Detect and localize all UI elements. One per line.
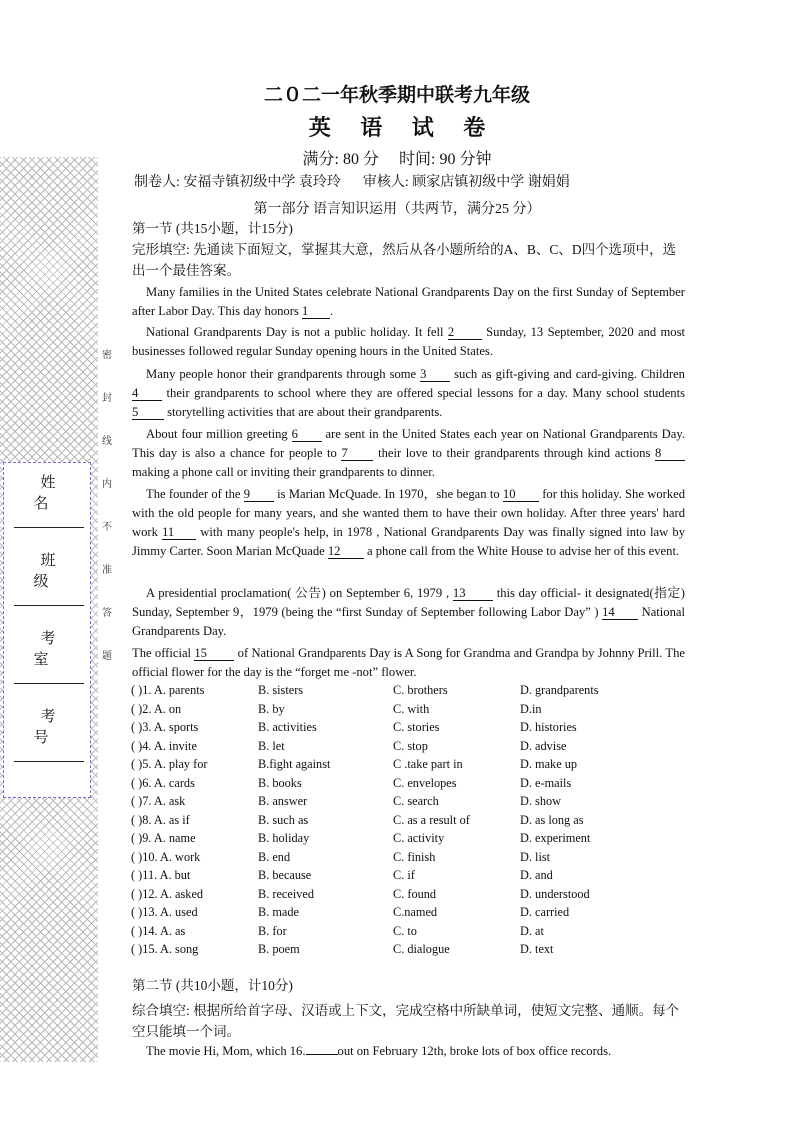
seal-char: 封 (102, 393, 112, 404)
option-d: D. experiment (520, 831, 591, 845)
option-c: C. if (393, 868, 415, 882)
option-b: B. by (258, 701, 285, 716)
reviewer: 审核人: 顾家店镇初级中学 谢娟娟 (362, 175, 570, 190)
option-d: D. advise (520, 738, 567, 753)
blank-13[interactable]: 13 (453, 586, 493, 601)
option-b: B. poem (258, 942, 300, 956)
option-d: D. at (520, 923, 544, 938)
option-c: C. stories (393, 720, 440, 734)
option-b: B. end (258, 849, 291, 864)
room-label: 考 室 (33, 631, 70, 668)
seal-char: 线 (102, 436, 112, 447)
option-d: D. as long as (520, 812, 584, 827)
passage-paragraph: Many families in the United States celebrate National Grandparents Day on the first Sunday of September after Labor Day. This day honors 1 . (132, 285, 685, 318)
option-d: D. understood (520, 886, 590, 901)
seal-char: 不 (102, 522, 112, 533)
blank-11[interactable]: 11 (162, 525, 196, 540)
option-d: D. histories (520, 720, 577, 734)
option-b: B. books (258, 775, 302, 790)
option-a[interactable]: ( )6. A. cards (131, 775, 195, 790)
exam-title: 二０二一年秋季期中联考九年级 (263, 85, 530, 106)
option-a[interactable]: ( )15. A. song (131, 942, 199, 956)
blank-10[interactable]: 10 (503, 487, 539, 502)
option-b: B. for (258, 923, 287, 938)
option-d: D. make up (520, 757, 578, 771)
seal-char: 准 (102, 565, 112, 576)
option-d: D. show (520, 794, 561, 808)
blank-6[interactable]: 6 (292, 427, 322, 442)
seal-char: 密 (102, 350, 112, 361)
option-c: C. activity (393, 831, 445, 845)
option-c: C. found (393, 886, 437, 901)
seal-char: 题 (102, 651, 112, 662)
blank-7[interactable]: 7 (341, 446, 373, 461)
option-c: C. brothers (393, 683, 448, 697)
option-c: C. search (393, 794, 439, 808)
option-b: B. answer (258, 794, 308, 808)
section1-instruction: 完形填空: 先通读下面短文，掌握其大意，然后从各小题所给的A、B、C、D四个选项中，选出一个最佳答案。 (132, 242, 677, 278)
name-line (14, 527, 84, 528)
option-d: D. text (520, 942, 554, 956)
seal-char: 答 (102, 608, 112, 619)
option-b: B. activities (258, 720, 317, 734)
part-one-heading: 第一部分 语言知识运用（共两节，满分25 分） (253, 202, 541, 217)
section2-line: The movie Hi, Mom, which 16. out on February 12th, broke lots of box office records. (146, 1044, 612, 1058)
option-a[interactable]: ( )1. A. parents (131, 683, 205, 697)
option-b: B. such as (258, 812, 309, 827)
blank-12[interactable]: 12 (328, 544, 364, 559)
option-d: D. grandparents (520, 683, 599, 697)
passage-paragraph: A presidential proclamation( 公告) on September 6, 1979 , 13 this day official- it designated(指定) Sunday, September 9，1979 (being the “first Sunday of September following Labor Day” ) 14 National Grandparents Day. (132, 586, 685, 638)
option-b: B. made (258, 905, 299, 919)
option-b: B. sisters (258, 683, 304, 697)
option-d: D. list (520, 849, 551, 864)
option-a[interactable]: ( )7. A. ask (131, 794, 186, 808)
option-c: C. dialogue (393, 942, 450, 956)
option-a[interactable]: ( )8. A. as if (131, 812, 190, 827)
option-a[interactable]: ( )11. A. but (131, 868, 191, 882)
option-a[interactable]: ( )13. A. used (131, 905, 198, 919)
option-b: B. received (258, 886, 314, 901)
option-c: C. finish (393, 849, 436, 864)
blank-9[interactable]: 9 (244, 487, 274, 502)
option-c: C. with (393, 701, 430, 716)
passage-paragraph: National Grandparents Day is not a public holiday. It fell 2 Sunday, 13 September, 2020 and most businesses followed regular Sunday opening hours in the United States. (132, 325, 685, 358)
option-a[interactable]: ( )10. A. work (131, 849, 201, 864)
option-c: C. to (393, 923, 417, 938)
score-time (0, 146, 794, 169)
passage-paragraph: The official 15 of National Grandparents Day is A Song for Grandma and Grandpa by Johnny Prill. The official flower for the day is the “forget me -not” flower. (132, 646, 685, 679)
option-d: D. and (520, 868, 553, 882)
option-a[interactable]: ( )2. A. on (131, 701, 182, 716)
setter: 制卷人: 安福寺镇初级中学 袁玲玲 (134, 175, 341, 190)
author-line (134, 171, 570, 191)
option-c: C. stop (393, 738, 428, 753)
exam-number-label: 考 号 (33, 709, 70, 746)
option-c: C .take part in (393, 757, 463, 771)
time-limit: 时间: 90 分钟 (399, 151, 492, 168)
option-a[interactable]: ( )12. A. asked (131, 886, 204, 901)
option-a[interactable]: ( )14. A. as (131, 923, 186, 938)
section2-heading: 第二节 (共10小题，计10分) (132, 978, 293, 993)
blank-3[interactable]: 3 (420, 367, 450, 382)
blank-14[interactable]: 14 (602, 605, 638, 620)
blank-5[interactable]: 5 (132, 405, 164, 420)
option-b: B.fight against (258, 757, 331, 771)
passage-paragraph: Many people honor their grandparents through some 3 such as gift-giving and card-giving. Children 4 their grandparents to school where they are offered special lessons for a day. Many school students 5 storytelling activities that are about their grandparents. (132, 367, 685, 419)
section1-heading: 第一节 (共15小题，计15分) (132, 221, 293, 236)
exam-number-line (14, 761, 84, 762)
passage-paragraph: About four million greeting 6 are sent in the United States each year on National Grandparents Day. This day is also a chance for people to 7 their love to their grandparents through kind actions 8 making a phone call or inviting their grandparents to dinner. (132, 427, 685, 479)
blank-16[interactable] (306, 1054, 338, 1055)
section2-instruction: 综合填空: 根据所给首字母、汉语或上下文，完成空格中所缺单词，使短文完整、通顺。每个空只能填一个词。 (132, 1003, 680, 1039)
seal-char: 内 (102, 479, 112, 490)
passage-paragraph: The founder of the 9 is Marian McQuade. In 1970，she began to 10 for this holiday. She worked with the old people for many years, and she wanted them to have their own holiday. After three years' hard work 11 with many people's help, in 1978 , National Grandparents Day was finally signed into law by Jimmy Carter. Soon Marian McQuade 12 a phone call from the White House to advise her of this event. (132, 487, 686, 558)
option-c: C.named (393, 905, 438, 919)
option-a[interactable]: ( )3. A. sports (131, 720, 199, 734)
option-b: B. let (258, 738, 285, 753)
option-d: D. carried (520, 905, 570, 919)
option-c: C. envelopes (393, 775, 457, 790)
name-label: 姓 名 (33, 475, 70, 512)
option-a[interactable]: ( )4. A. invite (131, 738, 197, 753)
subject-title: 英 语 试 卷 (308, 115, 498, 140)
class-label: 班 级 (33, 553, 70, 590)
option-b: B. holiday (258, 831, 310, 845)
total-score: 满分: 80 分 (302, 151, 379, 168)
option-d: D. e-mails (520, 775, 572, 790)
blank-8[interactable]: 8 (655, 446, 685, 461)
option-a[interactable]: ( )5. A. play for (131, 757, 208, 771)
student-info-box (3, 462, 91, 798)
option-a[interactable]: ( )9. A. name (131, 831, 196, 845)
blank-2[interactable]: 2 (448, 325, 482, 340)
blank-4[interactable]: 4 (132, 386, 162, 401)
option-d: D.in (520, 701, 542, 716)
option-c: C. as a result of (393, 812, 470, 827)
class-line (14, 605, 84, 606)
blank-1[interactable]: 1 (302, 304, 330, 319)
option-b: B. because (258, 868, 312, 882)
room-line (14, 683, 84, 684)
blank-15[interactable]: 15 (194, 646, 234, 661)
